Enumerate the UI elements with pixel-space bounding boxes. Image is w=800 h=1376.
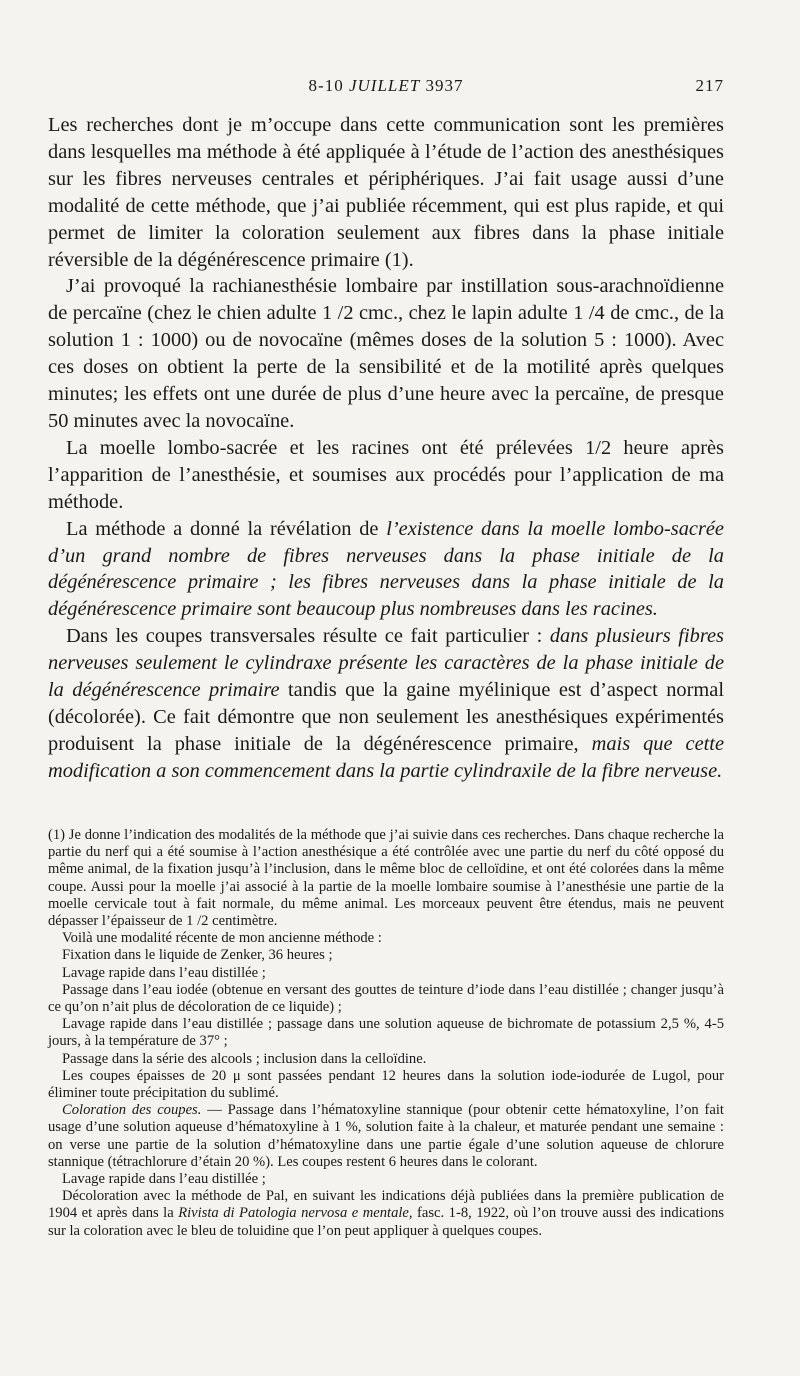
paragraph-4: La méthode a donné la révélation de l’existence dans la moelle lombo-sacrée d’un grand nombre de fibres nerveuses dans la phase initiale de la dégénérescence primaire ; les fibres nerveuses dans la phase initiale de la dégénérescence primaire sont beaucoup plus nombreuses dans les racines. <box>48 517 724 621</box>
footnote-line: Coloration des coupes. — Passage dans l’hématoxyline stannique (pour obtenir cette hématoxyline, l’on fait usage d’une solution aqueuse d’hématoxyline à 1 %, solution faite à la chaleur, et maturée pendant une semaine : on verse une partie de la solution d’hématoxyline dans une partie égale d’une solution aqueuse de chlorure stannique (tétrachlorure d’étain 20 %). Les coupes restent 6 heures dans le colorant. <box>48 1102 724 1170</box>
paragraph-2: J’ai provoqué la rachianesthésie lombaire par instillation sous-arachnoïdienne de percaïne (chez le chien adulte 1 /2 cmc., chez le lapin adulte 1 /4 de cmc., de la solution 1 : 1000) ou de novocaïne (mêmes doses de la solution 5 : 1000). Avec ces doses on obtient la perte de la sensibilité et de la motilité après quelques minutes; les effets ont une durée de plus d’une heure avec la percaïne, de presque 50 minutes avec la novocaïne. <box>48 275 724 432</box>
page-header <box>48 76 724 100</box>
emphasis-text: Coloration des coupes. <box>62 1102 202 1119</box>
footnote-line: Voilà une modalité récente de mon ancienne méthode : <box>62 930 382 947</box>
main-text <box>48 112 724 785</box>
running-title-month: JUILLET <box>348 76 421 95</box>
paragraph-5: Dans les coupes transversales résulte ce fait particulier : dans plusieurs fibres nerveuses seulement le cylindraxe présente les caractères de la phase initiale de la dégénérescence primaire tandis que la gaine myélinique est d’aspect normal (décolorée). Ce fait démontre que non seulement les anesthésiques expérimentés produisent la phase initiale de la dégénérescence primaire, mais que cette modification a son commencement dans la partie cylindraxile de la fibre nerveuse. <box>48 625 725 782</box>
paragraph-3: La moelle lombo-sacrée et les racines ont été prélevées 1/2 heure après l’apparition de l’anesthésie, et soumises aux procédés pour l’application de ma méthode. <box>48 436 724 513</box>
footnote-line: Lavage rapide dans l’eau distillée ; passage dans une solution aqueuse de bichromate de potassium 2,5 %, 4-5 jours, à la température de 37° ; <box>48 1016 724 1050</box>
emphasis-text: l’existence dans la moelle lombo-sacrée d’un grand nombre de fibres nerveuses dans la phase initiale de la dégénérescence primaire ; les fibres nerveuses dans la phase initiale de la dégénérescence primaire sont beaucoup plus nombreuses dans les racines. <box>48 517 724 621</box>
footnote-line: Passage dans la série des alcools ; inclusion dans la celloïdine. <box>62 1050 427 1067</box>
footnote-line: Lavage rapide dans l’eau distillée ; <box>62 1171 266 1188</box>
journal-title: Rivista di Patologia nervosa e mentale, <box>178 1205 413 1222</box>
footnote-line: Fixation dans le liquide de Zenker, 36 heures ; <box>62 947 333 964</box>
emphasis-text: dans plusieurs fibres nerveuses seulement le cylindraxe présente les caractères de la phase initiale de la dégénérescence primaire <box>48 625 724 702</box>
footnotes <box>48 827 724 1240</box>
footnote-line: Passage dans l’eau iodée (obtenue en versant des gouttes de teinture d’iode dans l’eau distillée ; changer jusqu’à ce qu’on n’ait plus de décoloration de ce liquide) ; <box>48 981 724 1016</box>
emphasis-text: mais que cette modification a son commencement dans la partie cylindraxile de la fibre nerveuse. <box>48 732 725 782</box>
running-title: 8-10 JUILLET 3937 <box>308 76 464 95</box>
footnote-line: Lavage rapide dans l’eau distillée ; <box>62 964 266 981</box>
footnote-line: Les coupes épaisses de 20 μ sont passées pendant 12 heures dans la solution iode-iodurée de Lugol, pour éliminer toute précipitation du sublimé. <box>48 1067 724 1102</box>
paragraph-1: Les recherches dont je m’occupe dans cette communication sont les premières dans lesquelles ma méthode à été appliquée à l’étude de l’action des anesthésiques sur les fibres nerveuses centrales et périphériques. J’ai fait usage aussi d’une modalité de cette méthode, que j’ai publiée récemment, qui est plus rapide, et qui permet de limiter la coloration seulement aux fibres dans la phase initiale réversible de la dégénérescence primaire (1). <box>48 114 724 271</box>
footnote-line: Décoloration avec la méthode de Pal, en suivant les indications déjà publiées dans la première publication de 1904 et après dans la Rivista di Patologia nervosa e mentale, fasc. 1-8, 1922, où l’on trouve aussi des indications sur la coloration avec le bleu de toluidine que l’on peut appliquer à quelques coupes. <box>48 1188 725 1239</box>
page-number: 217 <box>695 76 724 95</box>
footnote-1: (1) Je donne l’indication des modalités de la méthode que j’ai suivie dans ces recherches. Dans chaque recherche la partie du nerf qui a été soumise à l’action anesthésique a été contrôlée avec une partie du nerf du côté opposé du même animal, de la fixation jusqu’à l’inclusion, dans le même bloc de celloïdine, et ont été colorées dans la même coupe. Aussi pour la moelle j’ai associé à la partie de la moelle lombaire soumise à l’anesthésie une partie de la moelle cervicale tout à fait normale, du même animal. Les morceaux peuvent être étendus, mais ne peuvent dépasser l’épaisseur de 1 /2 centimètre. <box>48 827 724 930</box>
